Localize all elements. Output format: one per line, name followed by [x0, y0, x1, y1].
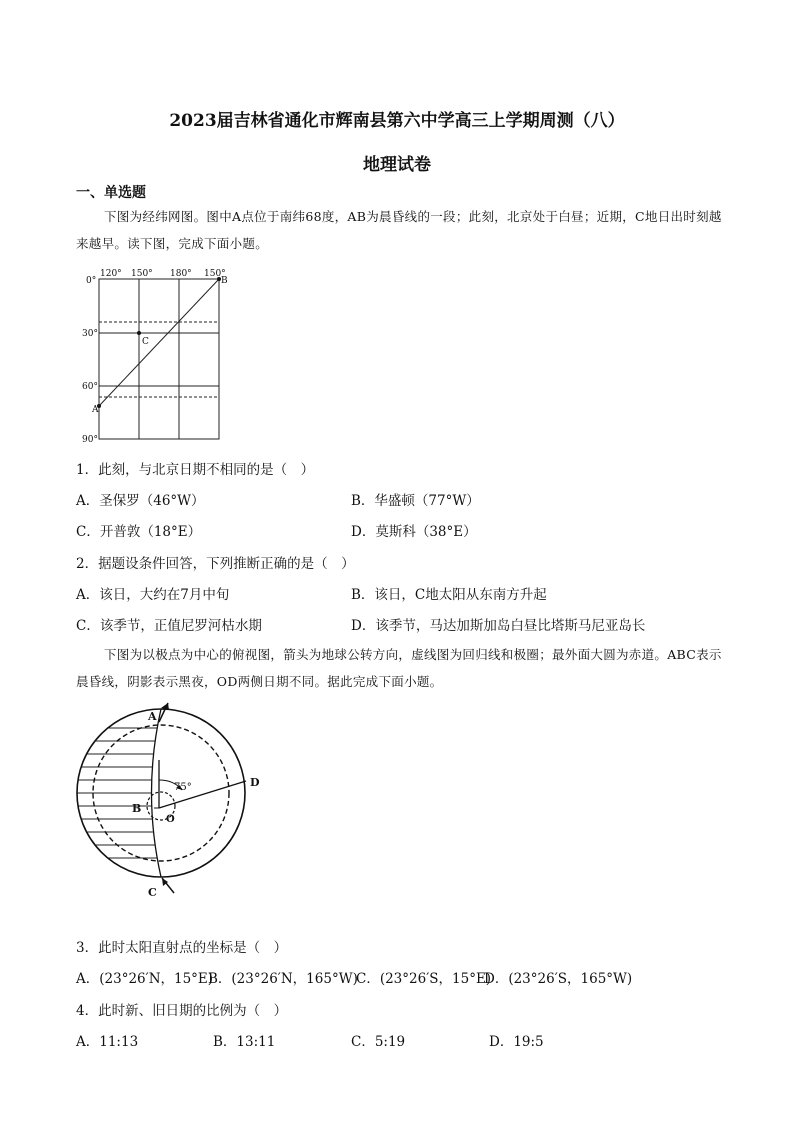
q3-option-b: B．(23°26′N，165°W): [208, 971, 358, 987]
q3-option-c: C．(23°26′S，15°E): [356, 971, 492, 987]
lon-label-120: 120°: [100, 269, 122, 279]
lat-label-60: 60°: [82, 382, 98, 392]
lon-label-180: 180°: [170, 269, 192, 279]
exam-title: 2023届吉林省通化市辉南县第六中学高三上学期周测（八）: [169, 111, 625, 131]
graticule-figure: [78, 266, 238, 446]
section-heading: 一、单选题: [76, 185, 146, 201]
q4-option-d: D．19:5: [489, 1034, 544, 1050]
lat-label-30: 30°: [82, 329, 98, 339]
lon-label-150e: 150°: [204, 269, 226, 279]
q1-option-c: C．开普敦（18°E）: [76, 524, 202, 540]
passage-1: 下图为经纬网图。图中A点位于南纬68度，AB为晨昏线的一段；此刻，北京处于白昼；近期，C地日出时刻越来越早。读下图，完成下面小题。: [76, 209, 722, 251]
point-a-label: A: [148, 710, 157, 723]
polar-view-figure: [70, 700, 270, 915]
q1-option-a: A．圣保罗（46°W）: [76, 493, 205, 509]
q4-option-a: A．11:13: [76, 1034, 139, 1050]
question-1-stem: 1．此刻，与北京日期不相同的是（ ）: [76, 462, 315, 478]
q2-option-a: A．该日，大约在7月中旬: [76, 587, 230, 603]
lat-label-0: 0°: [86, 276, 97, 286]
q4-option-c: C．5:19: [351, 1034, 406, 1050]
lat-label-90: 90°: [82, 435, 98, 445]
q1-option-d: D．莫斯科（38°E）: [351, 524, 477, 540]
q2-option-b: B．该日，C地太阳从东南方升起: [351, 587, 547, 603]
q4-option-b: B．13:11: [213, 1034, 276, 1050]
q2-option-d: D．该季节，马达加斯加岛白昼比塔斯马尼亚岛长: [351, 618, 646, 634]
question-2-stem: 2．据题设条件回答，下列推断正确的是（ ）: [76, 556, 355, 572]
point-o-label: O: [166, 814, 175, 825]
point-b-label: B: [132, 802, 142, 815]
point-c-label: C: [148, 886, 157, 899]
question-4-stem: 4．此时新、旧日期的比例为（ ）: [76, 1003, 288, 1019]
q2-option-c: C．该季节，正值尼罗河枯水期: [76, 618, 262, 634]
point-a-label: A: [92, 405, 99, 415]
passage-2: 下图为以极点为中心的俯视图，箭头为地球公转方向，虚线图为回归线和极圈；最外面大圆为赤道。ABC表示晨昏线，阴影表示黑夜，OD两侧日期不同。据此完成下面小题。: [76, 647, 722, 689]
q3-option-a: A．(23°26′N，15°E): [76, 971, 214, 987]
point-b-label: B: [221, 276, 228, 286]
angle-label: 75°: [174, 782, 192, 793]
point-d-label: D: [250, 776, 260, 789]
question-3-stem: 3．此时太阳直射点的坐标是（ ）: [76, 940, 288, 956]
exam-subtitle: 地理试卷: [363, 155, 431, 175]
lon-label-150w: 150°: [131, 269, 153, 279]
point-c-label: C: [142, 337, 149, 347]
q3-option-d: D．(23°26′S，165°W): [484, 971, 633, 987]
q1-option-b: B．华盛顿（77°W）: [351, 493, 480, 509]
